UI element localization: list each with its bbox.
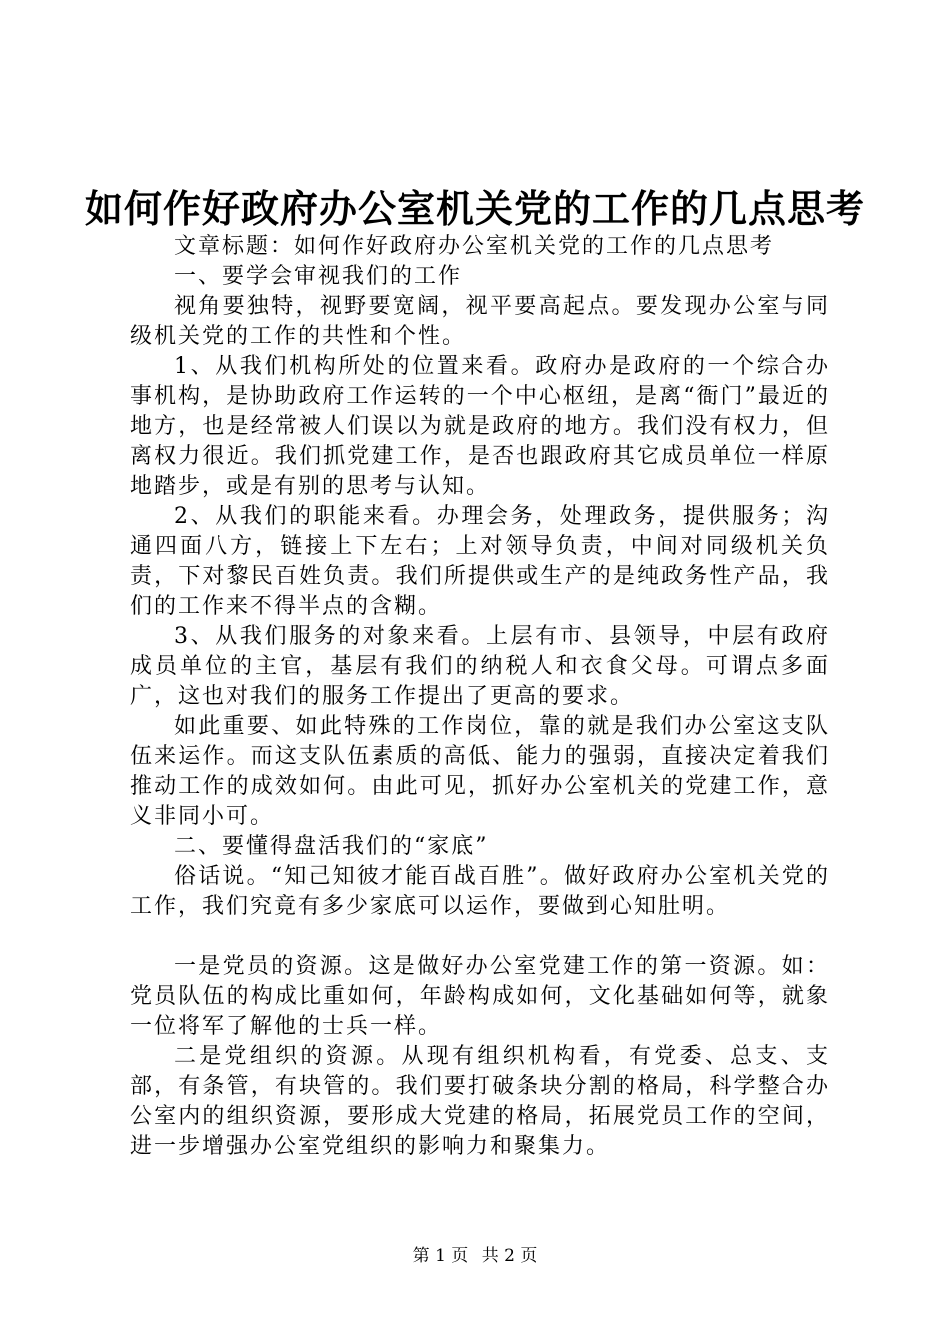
document-body: [130, 232, 830, 1162]
paragraph-article-title: 文章标题：如何作好政府办公室机关党的工作的几点思考: [174, 234, 775, 259]
paragraph: 如此重要、如此特殊的工作岗位，靠的就是我们办公室这支队伍来运作。而这支队伍素质的高低、能力的强弱，直接决定着我们推动工作的成效如何。由此可见，抓好办公室机关的党建工作，意义非同小可。: [130, 714, 830, 829]
paragraph: 3、从我们服务的对象来看。上层有市、县领导，中层有政府成员单位的主官，基层有我们的纳税人和衣食父母。可谓点多面广，这也对我们的服务工作提出了更高的要求。: [130, 624, 830, 709]
paragraph: 一是党员的资源。这是做好办公室党建工作的第一资源。如：党员队伍的构成比重如何，年龄构成如何，文化基础如何等，就象一位将军了解他的士兵一样。: [130, 954, 830, 1039]
paragraph: 1、从我们机构所处的位置来看。政府办是政府的一个综合办事机构，是协助政府工作运转的一个中心枢纽，是离“衙门”最近的地方，也是经常被人们误以为就是政府的地方。我们没有权力，但离权力很近。我们抓党建工作，是否也跟政府其它成员单位一样原地踏步，或是有别的思考与认知。: [130, 354, 830, 499]
page-number: 第 1 页: [412, 1246, 469, 1266]
page-total: 共 2 页: [481, 1246, 538, 1266]
paragraph: 俗话说。“知己知彼才能百战百胜”。做好政府办公室机关党的工作，我们究竟有多少家底可以运作，要做到心知肚明。: [130, 864, 830, 919]
paragraph: 二是党组织的资源。从现有组织机构看，有党委、总支、支部，有条管，有块管的。我们要打破条块分割的格局，科学整合办公室内的组织资源，要形成大党建的格局，拓展党员工作的空间，进一步增强办公室党组织的影响力和聚集力。: [130, 1044, 830, 1159]
page-footer: [0, 1244, 950, 1268]
section-heading-2: 二、要懂得盘活我们的“家底”: [174, 834, 489, 859]
paragraph: 视角要独特，视野要宽阔，视平要高起点。要发现办公室与同级机关党的工作的共性和个性。: [130, 294, 830, 349]
blank-line: [130, 922, 830, 952]
document-title: 如何作好政府办公室机关党的工作的几点思考: [84, 186, 865, 231]
paragraph: 2、从我们的职能来看。办理会务，处理政务，提供服务；沟通四面八方，链接上下左右；上对领导负责，中间对同级机关负责，下对黎民百姓负责。我们所提供或生产的是纯政务性产品，我们的工作来不得半点的含糊。: [130, 504, 830, 619]
section-heading-1: 一、要学会审视我们的工作: [174, 264, 463, 289]
